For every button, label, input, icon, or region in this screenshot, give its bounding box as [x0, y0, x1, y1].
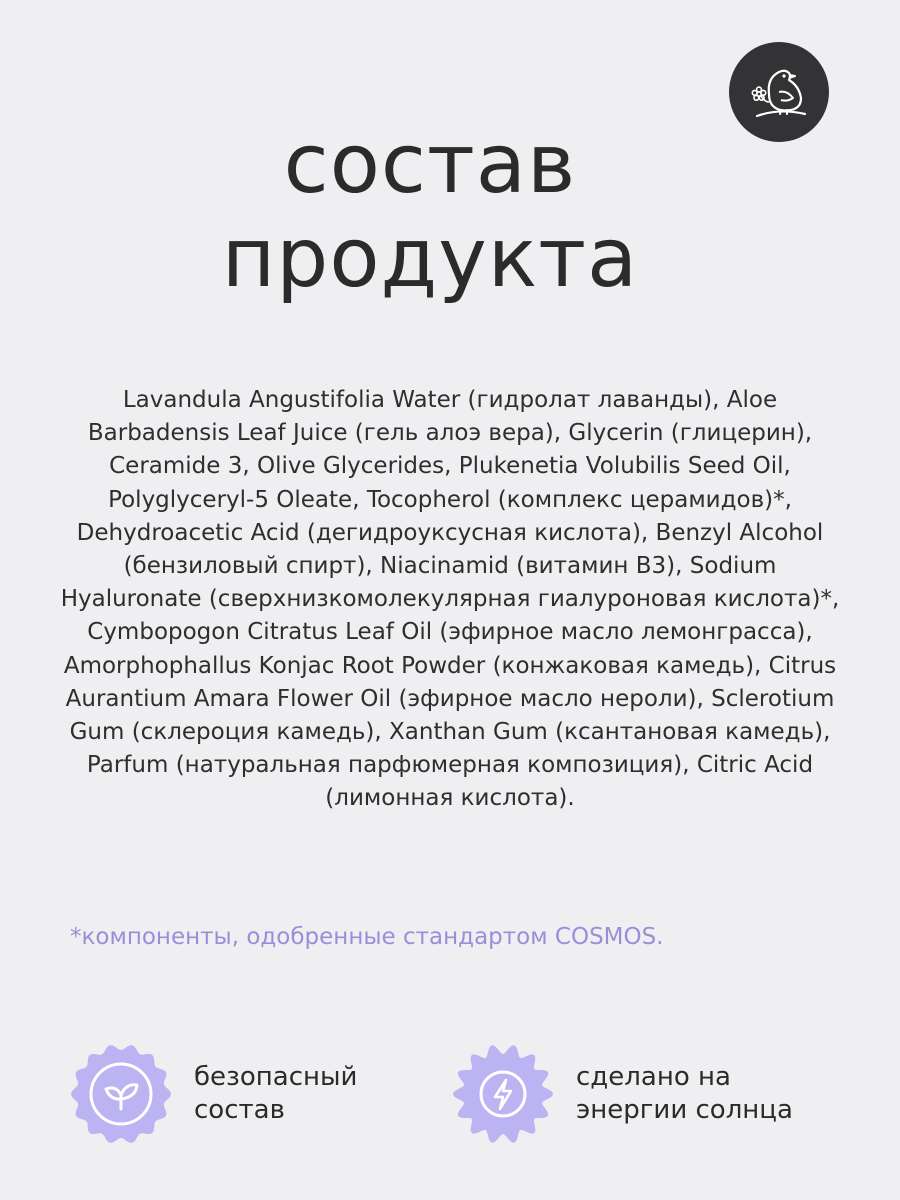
feature-label [576, 1061, 793, 1127]
leaf-badge-icon [70, 1043, 172, 1145]
feature-solar-energy [452, 1034, 793, 1154]
feature-safe-composition [70, 1034, 357, 1154]
title-line-2: продукта [221, 211, 639, 306]
ingredients-list: Lavandula Angustifolia Water (гидролат лаванды), Aloe Barbadensis Leaf Juice (гель алоэ вера), Glycerin (глицерин), Ceramide 3, Olive Glycerides, Plukenetia Volubilis Seed Oil, Polyglyceryl-5 Oleate, Tocopherol (комплекс церамидов)*, Dehydroacetic Acid (дегидроуксусная кислота), Benzyl Alcohol (бензиловый спирт), Niacinamid (витамин B3), Sodium Hyaluronate (сверхнизкомолекулярная гиалуроновая кислота)*, Cymbopogon Citratus Leaf Oil (эфирное масло лемонграсса), Amorphophallus Konjac Root Powder (конжаковая камедь), Citrus Aurantium Amara Flower Oil (эфирное масло нероли), Sclerotium Gum (склероция камедь), Xanthan Gum (ксантановая камедь), Parfum (натуральная парфюмерная композиция), Citric Acid (лимонная кислота). [60, 387, 840, 812]
feature-label-line-1: безопасный [194, 1062, 358, 1092]
page-title [0, 118, 860, 306]
title-line-1: состав [283, 117, 577, 212]
cosmos-note: *компоненты, одобренные стандартом COSMOS. [70, 924, 664, 950]
sun-energy-badge-icon [452, 1043, 554, 1145]
feature-label-line-2: энергии солнца [576, 1095, 793, 1125]
feature-label-line-1: сделано на [576, 1062, 731, 1092]
feature-label [194, 1061, 357, 1127]
feature-label-line-2: состав [194, 1095, 285, 1125]
